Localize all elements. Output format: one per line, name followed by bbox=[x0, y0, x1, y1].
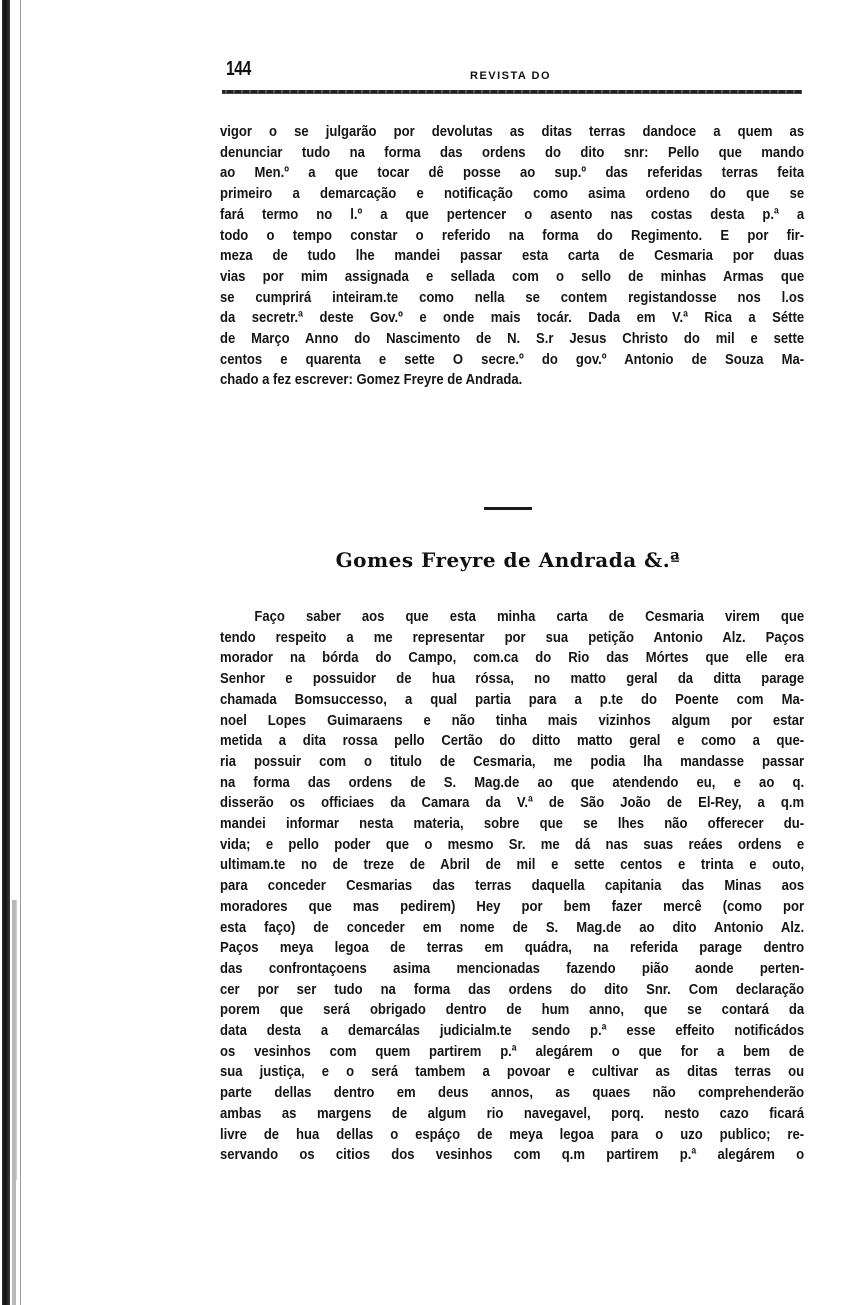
text-line: vida; e pello poder que o mesmo Sr. me dá nas suas reáes ordens e bbox=[220, 835, 805, 853]
journal-title: REVISTA DO bbox=[470, 70, 552, 82]
text-line: chamada Bomsuccesso, a qual partia para a p.te do Poente com Ma- bbox=[220, 690, 805, 708]
text-line: parte dellas dentro em deus annos, as quaes não comprehenderão bbox=[220, 1084, 805, 1102]
text-line: primeiro a demarcação e notificação como asima ordeno do que se bbox=[220, 185, 805, 203]
text-line: da secretr.ª deste Gov.º e onde mais tocár. Dada em V.ª Rica a Sétte bbox=[220, 309, 805, 327]
text-line: todo o tempo constar o referido na forma do Regimento. E por fir- bbox=[220, 226, 805, 244]
text-line: das confrontaçoens asima mencionadas fazendo pião aonde perten- bbox=[220, 959, 805, 977]
text-line: ambas as margens de algum rio navegavel, porq. nesto cazo ficará bbox=[220, 1104, 805, 1122]
header-rule bbox=[222, 90, 802, 94]
text-line: servando os citios dos vesinhos com q.m partirem p.ª alegárem o bbox=[220, 1146, 805, 1164]
text-line: chado a fez escrever: Gomez Freyre de Andrada. bbox=[220, 371, 523, 389]
text-line: centos e quarenta e sette O secre.º do gov.º Antonio de Souza Ma- bbox=[220, 350, 805, 368]
text-line: livre de hua dellas o espáço de meya legoa para o uzo publico; re- bbox=[220, 1125, 805, 1143]
second-paragraph bbox=[220, 607, 804, 1166]
text-line: se cumprirá inteiram.te como nella se contem registandosse nos l.os bbox=[220, 288, 805, 306]
text-line: morador na bórda do Campo, com.ca do Rio das Mórtes que elle era bbox=[220, 649, 805, 667]
section-heading: Gomes Freyre de Andrada &.ª bbox=[335, 548, 681, 572]
text-line: vigor o se julgarão por devolutas as ditas terras dandoce a quem as bbox=[220, 123, 805, 140]
text-line: fará termo no l.º a que pertencer o asento nas costas desta p.ª a bbox=[220, 205, 805, 223]
text-line: ao Men.º a que tocar dê posse ao sup.º das referidas terras feita bbox=[220, 164, 805, 182]
binding-shadow-lower-thin bbox=[15, 900, 17, 1180]
text-line: tendo respeito a me representar por sua petição Antonio Alz. Paços bbox=[220, 628, 805, 646]
binding-line bbox=[20, 0, 21, 1305]
text-line: sua justiça, e o será tambem a povoar e cultivar as ditas terras ou bbox=[220, 1063, 805, 1081]
text-line: esta faço) de conceder em nome de S. Mag.de ao dito Antonio Alz. bbox=[220, 918, 805, 936]
first-paragraph bbox=[220, 122, 804, 391]
text-line: para conceder Cesmarias das terras daquella capitania das Minas aos bbox=[220, 877, 805, 895]
text-line: porem que será obrigado dentro de hum anno, que se contará da bbox=[220, 1001, 805, 1019]
text-line: moradores que mas pedirem) Hey por bem fazer mercê (como por bbox=[220, 897, 805, 915]
text-line: Faço saber aos que esta minha carta de Cesmaria virem que bbox=[254, 608, 805, 625]
text-line: mandei informar nesta materia, sobre que se lhes não offerecer du- bbox=[220, 815, 805, 833]
text-line: Paços meya legoa de terras em quádra, na referida parage dentro bbox=[220, 939, 805, 957]
text-line: metida a dita rossa pello Certão do ditto matto geral e como a que- bbox=[220, 732, 805, 750]
text-line: vias por mim assignada e sellada com o sello de minhas Armas que bbox=[220, 267, 805, 285]
text-line: denunciar tudo na forma das ordens do dito snr: Pello que mando bbox=[220, 143, 805, 161]
document-page bbox=[212, 52, 805, 1164]
text-line: disserão os officiaes da Camara da V.ª de São João de El-Rey, a q.m bbox=[220, 794, 805, 812]
text-line: os vesinhos com quem partirem p.ª alegárem o que for a bem de bbox=[220, 1042, 805, 1060]
scan-binding-edge bbox=[0, 0, 28, 1305]
binding-shadow bbox=[2, 0, 10, 1305]
text-line: meza de tudo lhe mandei passar esta carta de Cesmaria por duas bbox=[220, 247, 805, 265]
text-line: noel Lopes Guimaraens e não tinha mais vizinhos algum por estar bbox=[220, 711, 805, 729]
text-line: ria possuir com o titulo de Cesmaria, me podia lha mandasse passar bbox=[220, 752, 805, 770]
page-number: 144 bbox=[226, 58, 251, 80]
section-divider bbox=[484, 507, 532, 510]
running-head bbox=[212, 52, 804, 86]
text-line: de Março Anno do Nascimento de N. S.r Jesus Christo do mil e sette bbox=[220, 330, 805, 348]
text-line: na forma das ordens de S. Mag.de ao que atendendo eu, e ao q. bbox=[220, 773, 805, 791]
text-line: ultimam.te no de treze de Abril de mil e sette centos e trinta e outo, bbox=[220, 856, 805, 874]
text-line: data desta a demarcálas judicialm.te sendo p.ª esse effeito notificádos bbox=[220, 1022, 805, 1040]
text-line: cer por ser tudo na forma das ordens do dito Snr. Com declaração bbox=[220, 980, 805, 998]
text-line: Senhor e possuidor de hua róssa, no matto geral da ditta parage bbox=[220, 670, 805, 688]
